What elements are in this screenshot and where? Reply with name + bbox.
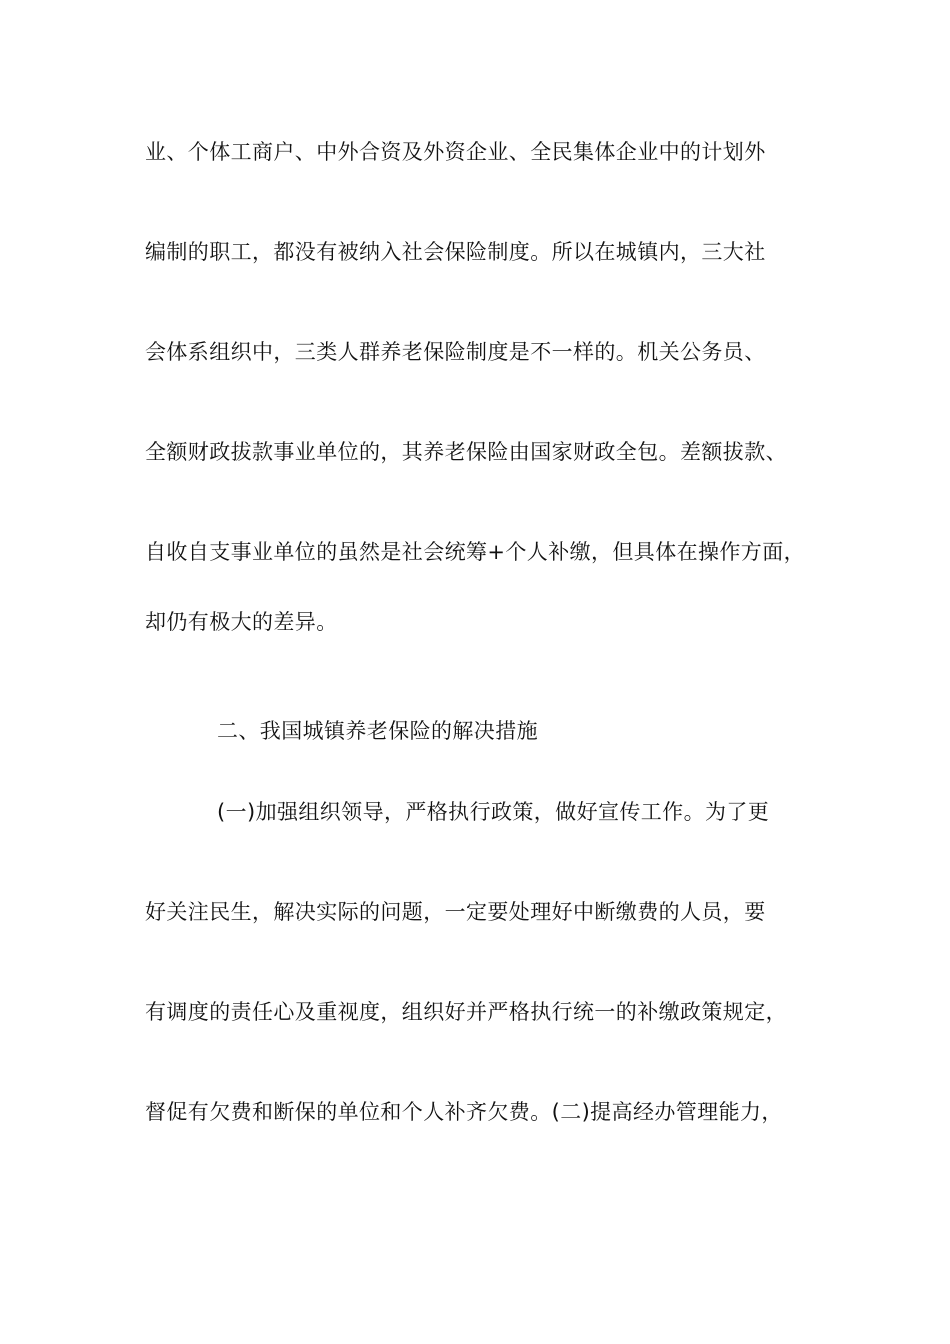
paragraph-line: 编制的职工，都没有被纳入社会保险制度。所以在城镇内，三大社 (145, 240, 766, 264)
paragraph-line: 有调度的责任心及重视度，组织好并严格执行统一的补缴政策规定， (145, 1000, 787, 1024)
paragraph-line: 全额财政拔款事业单位的，其养老保险由国家财政全包。差额拔款、 (145, 440, 787, 464)
section-heading: 二、我国城镇养老保险的解决措施 (217, 719, 538, 743)
paragraph-line: 却仍有极大的差异。 (145, 610, 338, 634)
paragraph-line: 业、个体工商户、中外合资及外资企业、全民集体企业中的计划外 (145, 140, 766, 164)
paragraph-line: (一)加强组织领导，严格执行政策，做好宣传工作。为了更 (217, 800, 770, 824)
paragraph-line: 自收自支事业单位的虽然是社会统筹+个人补缴，但具体在操作方面， (145, 540, 805, 564)
paragraph-line: 督促有欠费和断保的单位和个人补齐欠费。(二)提高经办管理能力， (145, 1100, 783, 1124)
paragraph-line: 会体系组织中，三类人群养老保险制度是不一样的。机关公务员、 (145, 340, 766, 364)
paragraph-line: 好关注民生，解决实际的问题，一定要处理好中断缴费的人员，要 (145, 900, 766, 924)
